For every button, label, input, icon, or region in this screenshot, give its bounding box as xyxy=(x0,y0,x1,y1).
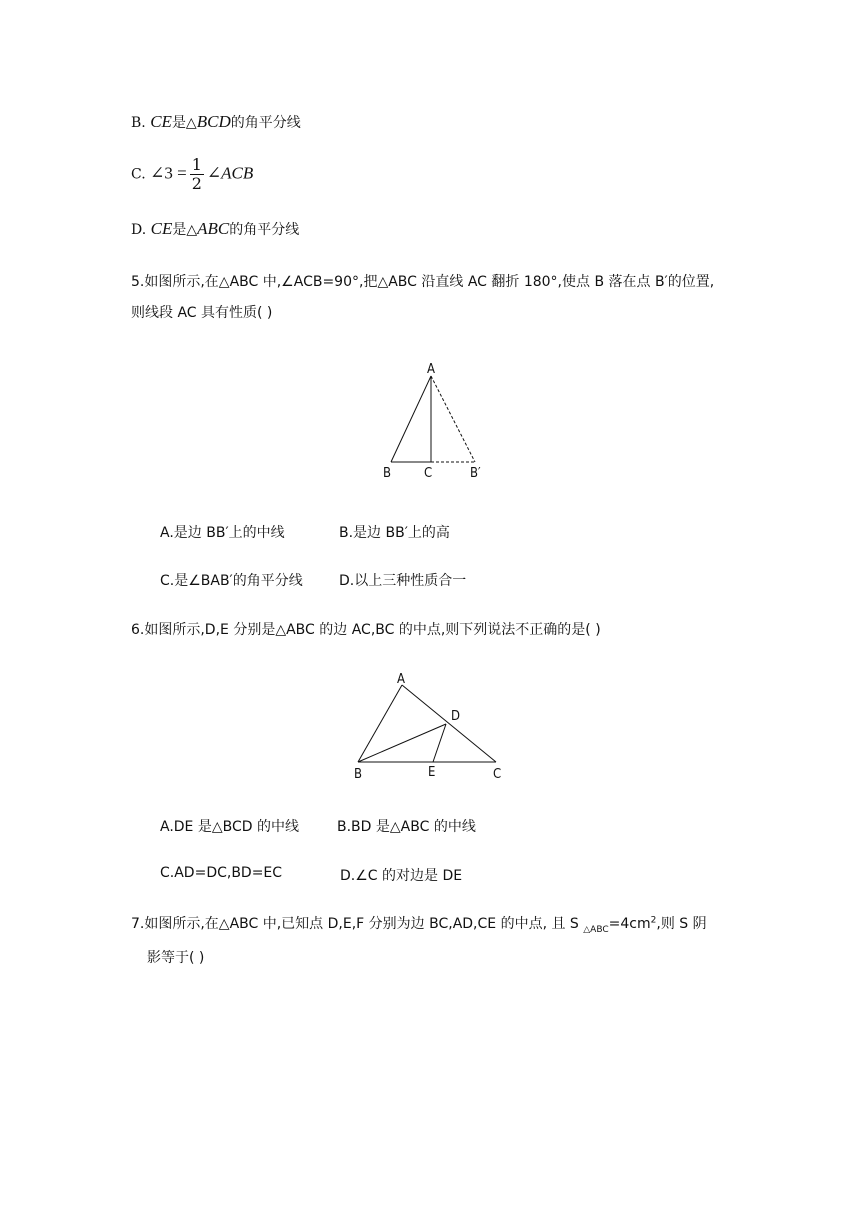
option-6d: D.∠C 的对边是 DE xyxy=(340,868,463,884)
option-4d xyxy=(131,219,299,239)
label-a: A xyxy=(427,362,435,377)
label-a: A xyxy=(397,672,405,687)
question-7-text: 7.如图所示,在△ABC 中,已知点 D,E,F 分别为边 BC,AD,CE 的中点, 且 S xyxy=(131,916,584,932)
option-4c xyxy=(131,156,253,193)
fraction-denominator: 2 xyxy=(191,174,202,193)
question-7-line-2: 影等于( ) xyxy=(147,950,205,966)
option-6c: C.AD=DC,BD=EC xyxy=(160,865,283,881)
label-b: B xyxy=(383,466,392,481)
option-letter: C. xyxy=(131,166,146,183)
segment-ab xyxy=(358,685,402,762)
option-5b: B.是边 BB′上的高 xyxy=(339,525,450,541)
label-d: D xyxy=(451,709,461,724)
segment-de xyxy=(433,724,446,762)
segment-bd xyxy=(358,724,446,762)
fraction-one-half xyxy=(190,156,204,193)
label-c: C xyxy=(493,767,502,782)
math-abc: ABC xyxy=(197,219,230,238)
label-b-prime: B′ xyxy=(470,466,481,481)
question-6-line-1: 6.如图所示,D,E 分别是△ABC 的边 AC,BC 的中点,则下列说法不正确的是( ) xyxy=(131,622,601,638)
label-e: E xyxy=(428,765,436,780)
option-6b: B.BD 是△ABC 的中线 xyxy=(337,819,476,835)
question-5-line-2: 则线段 AC 具有性质( ) xyxy=(131,305,273,321)
segment-ab xyxy=(391,376,431,462)
option-text: 是△ xyxy=(171,115,197,131)
fraction-numerator: 1 xyxy=(191,155,202,174)
math-bcd: BCD xyxy=(196,112,231,131)
option-5a: A.是边 BB′上的中线 xyxy=(160,525,285,541)
question-7-line-1 xyxy=(131,913,707,935)
segment-ab-prime xyxy=(431,376,475,462)
question-7-text-end: ,则 S 阴 xyxy=(656,916,707,932)
label-b: B xyxy=(354,767,363,782)
option-6a: A.DE 是△BCD 的中线 xyxy=(160,819,299,835)
option-text: 是△ xyxy=(172,222,198,238)
math-ce: CE xyxy=(150,112,172,131)
option-4b xyxy=(131,112,301,132)
figure-q6-triangle xyxy=(345,668,515,788)
segment-ac xyxy=(402,685,496,762)
option-letter: D. xyxy=(131,222,147,238)
unit-superscript: 2 xyxy=(650,915,657,926)
option-text-2: 的角平分线 xyxy=(229,222,300,238)
area-subscript: △ABC xyxy=(583,924,609,935)
math-ce: CE xyxy=(150,219,173,238)
question-7-area-value: =4cm xyxy=(608,916,651,932)
figure-q5-triangle xyxy=(375,358,515,483)
option-5c: C.是∠BAB′的角平分线 xyxy=(160,573,303,589)
question-5-line-1: 5.如图所示,在△ABC 中,∠ACB=90°,把△ABC 沿直线 AC 翻折 180°,使点 B 落在点 B′的位置, xyxy=(131,274,715,290)
option-letter: B. xyxy=(131,115,146,131)
math-angle-acb: ∠ACB xyxy=(206,163,254,183)
option-text-2: 的角平分线 xyxy=(230,115,301,131)
label-c: C xyxy=(424,466,433,481)
math-angle3: ∠3 = xyxy=(150,163,187,183)
option-5d: D.以上三种性质合一 xyxy=(339,573,467,589)
